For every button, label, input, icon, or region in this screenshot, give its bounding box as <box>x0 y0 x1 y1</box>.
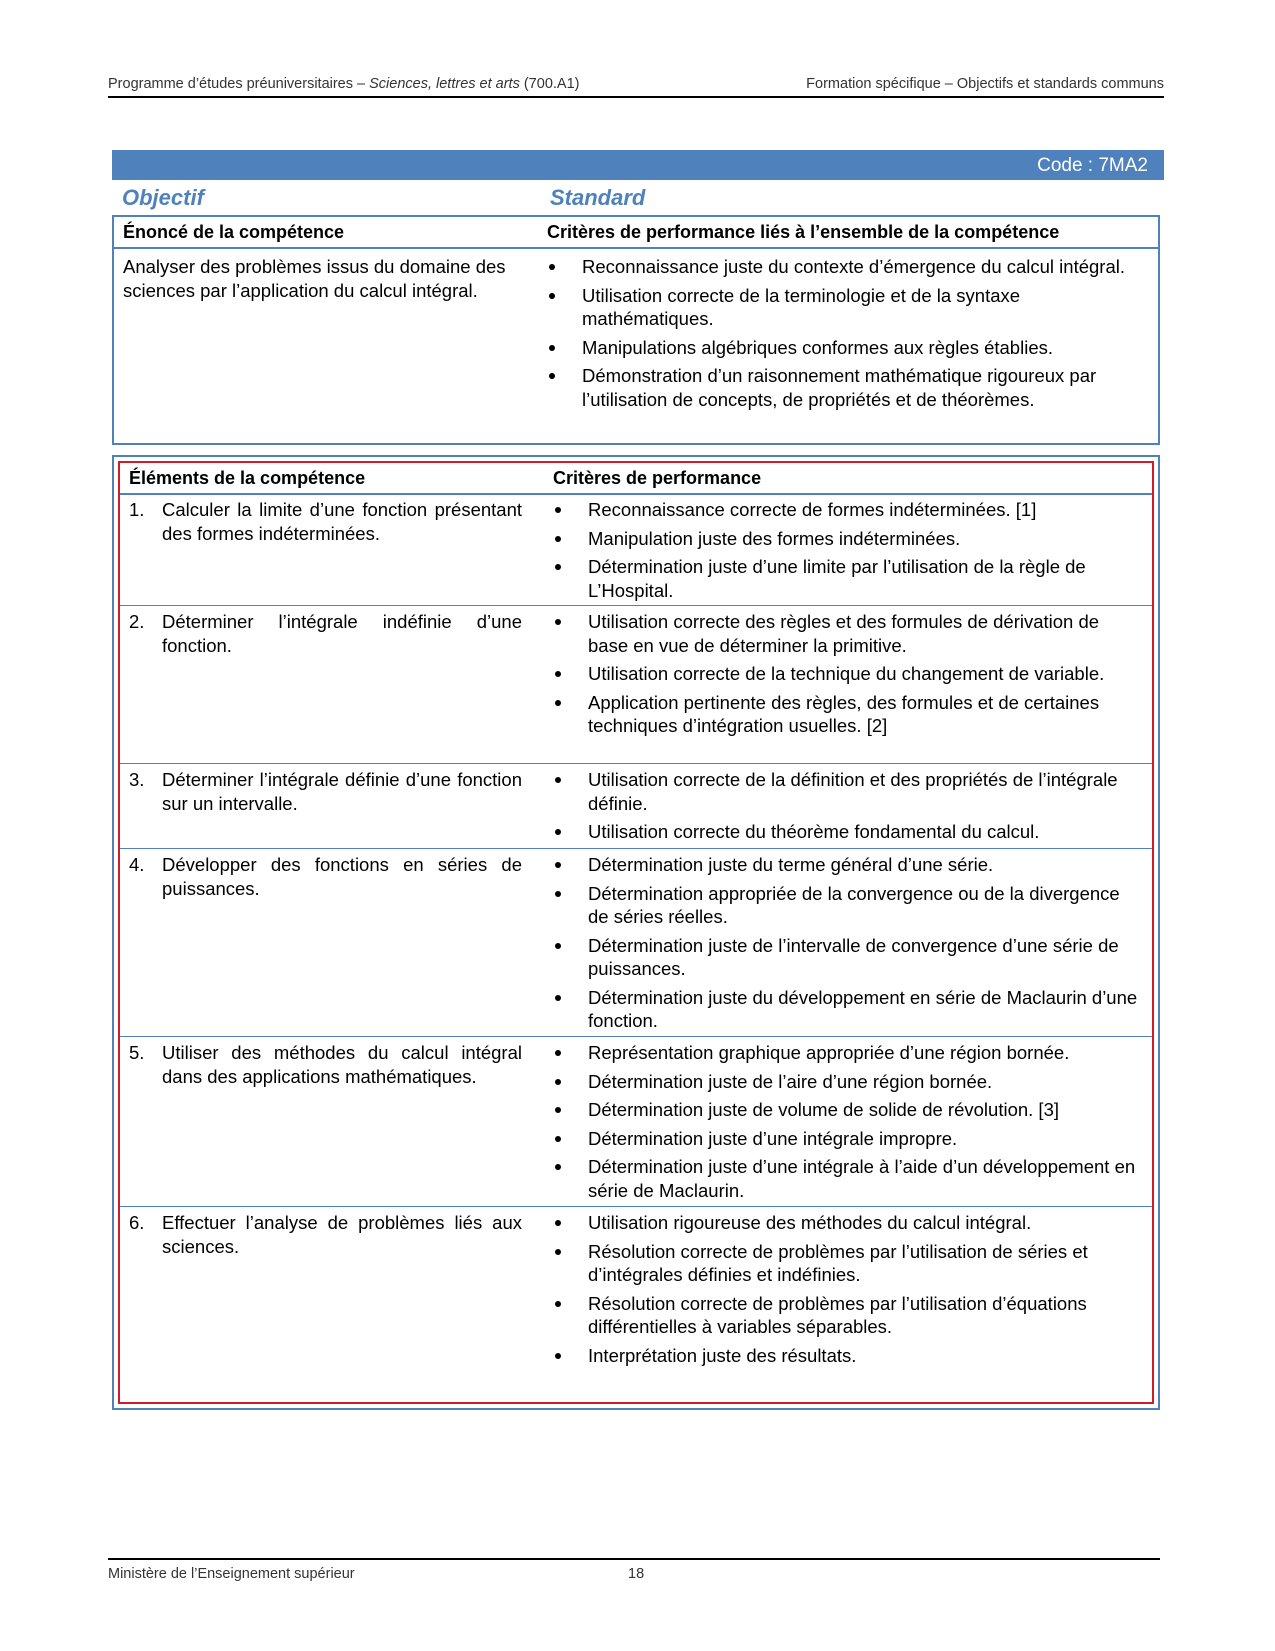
competence-statement: Analyser des problèmes issus du domaine des sciences par l’application du calcul intégral. <box>123 256 506 301</box>
criterion-item: Détermination juste d’une intégrale impropre. <box>553 1127 1143 1151</box>
criterion-item: Reconnaissance correcte de formes indéterminées. [1] <box>553 498 1143 522</box>
element-criteria-list <box>553 853 1143 1038</box>
criterion-item: Utilisation correcte de la définition et des propriétés de l’intégrale définie. <box>553 768 1143 815</box>
competence-header-row <box>114 217 1158 249</box>
program-title: Programme d’études préuniversitaires – Sciences, lettres et arts (700.A1) <box>108 76 580 92</box>
code-label: Code : 7MA2 <box>1037 155 1148 176</box>
element-number: 4. <box>129 854 145 875</box>
element-row <box>120 1036 1152 1207</box>
criterion-item: Utilisation correcte des règles et des formules de dérivation de base en vue de déterminer la primitive. <box>553 610 1143 657</box>
element-text: Déterminer l’intégrale indéfinie d’une fonction. <box>162 611 522 656</box>
page-header <box>108 72 1164 98</box>
element-number: 1. <box>129 499 145 520</box>
element-row <box>120 763 1152 849</box>
element-criteria-list <box>553 1041 1143 1207</box>
criterion-item: Détermination juste de l’intervalle de convergence d’une série de puissances. <box>553 934 1143 981</box>
objective-label: Objectif <box>122 185 204 210</box>
competence-criteria-heading: Critères de performance liés à l’ensemble de la compétence <box>547 222 1060 242</box>
element-text: Utiliser des méthodes du calcul intégral dans des applications mathématiques. <box>162 1042 522 1087</box>
element-number: 3. <box>129 769 145 790</box>
code-bar <box>112 150 1164 180</box>
header-section-title: Formation spécifique – Objectifs et standards communs <box>806 76 1164 92</box>
criterion-item: Détermination juste de volume de solide de révolution. [3] <box>553 1098 1143 1122</box>
elements-inner-frame <box>118 461 1154 1404</box>
criterion-item: Manipulation juste des formes indéterminées. <box>553 527 1143 551</box>
page-footer <box>108 1558 1160 1586</box>
competence-table <box>112 215 1160 445</box>
element-row <box>120 605 1152 764</box>
criterion-item: Détermination juste d’une limite par l’utilisation de la règle de L’Hospital. <box>553 555 1143 602</box>
criterion-item: Utilisation correcte de la terminologie et de la syntaxe mathématiques. <box>547 284 1137 331</box>
element-number: 6. <box>129 1212 145 1233</box>
criterion-item: Résolution correcte de problèmes par l’utilisation de séries et d’intégrales définies et indéfinies. <box>553 1240 1143 1287</box>
element-criteria-list <box>553 1211 1143 1372</box>
standard-label: Standard <box>550 185 646 210</box>
criterion-item: Utilisation rigoureuse des méthodes du calcul intégral. <box>553 1211 1143 1235</box>
criterion-item: Représentation graphique appropriée d’une région bornée. <box>553 1041 1143 1065</box>
column-labels <box>112 183 1164 213</box>
element-text: Développer des fonctions en séries de puissances. <box>162 854 522 899</box>
criterion-item: Détermination appropriée de la convergence ou de la divergence de séries réelles. <box>553 882 1143 929</box>
elements-header-row <box>120 463 1152 495</box>
criterion-item: Démonstration d’un raisonnement mathématique rigoureux par l’utilisation de concepts, de propriétés et de théorèmes. <box>547 364 1137 411</box>
ministry-label: Ministère de l’Enseignement supérieur <box>108 1566 355 1582</box>
criterion-item: Détermination juste du développement en série de Maclaurin d’une fonction. <box>553 986 1143 1033</box>
element-text: Déterminer l’intégrale définie d’une fonction sur un intervalle. <box>162 769 522 814</box>
criterion-item: Résolution correcte de problèmes par l’utilisation d’équations différentielles à variables séparables. <box>553 1292 1143 1339</box>
element-row <box>120 848 1152 1037</box>
elements-heading: Éléments de la compétence <box>129 468 366 488</box>
elements-criteria-heading: Critères de performance <box>553 468 762 488</box>
criterion-item: Reconnaissance juste du contexte d’émergence du calcul intégral. <box>547 255 1137 279</box>
element-row <box>120 493 1152 606</box>
element-number: 2. <box>129 611 145 632</box>
element-number: 5. <box>129 1042 145 1063</box>
competence-heading: Énoncé de la compétence <box>123 222 345 242</box>
criterion-item: Interprétation juste des résultats. <box>553 1344 1143 1368</box>
element-criteria-list <box>553 498 1143 607</box>
criterion-item: Détermination juste de l’aire d’une région bornée. <box>553 1070 1143 1094</box>
element-text: Effectuer l’analyse de problèmes liés aux sciences. <box>162 1212 522 1257</box>
criterion-item: Détermination juste d’une intégrale à l’aide d’un développement en série de Maclaurin. <box>553 1155 1143 1202</box>
page-number: 18 <box>628 1566 645 1582</box>
element-criteria-list <box>553 768 1143 849</box>
criterion-item: Manipulations algébriques conformes aux règles établies. <box>547 336 1137 360</box>
element-criteria-list <box>553 610 1143 743</box>
element-text: Calculer la limite d’une fonction présentant des formes indéterminées. <box>162 499 522 544</box>
criterion-item: Détermination juste du terme général d’une série. <box>553 853 1143 877</box>
criterion-item: Utilisation correcte de la technique du changement de variable. <box>553 662 1143 686</box>
criterion-item: Utilisation correcte du théorème fondamental du calcul. <box>553 820 1143 844</box>
criterion-item: Application pertinente des règles, des formules et de certaines techniques d’intégration usuelles. [2] <box>553 691 1143 738</box>
element-row <box>120 1206 1152 1368</box>
elements-table <box>112 455 1160 1410</box>
competence-criteria-list <box>547 255 1137 416</box>
